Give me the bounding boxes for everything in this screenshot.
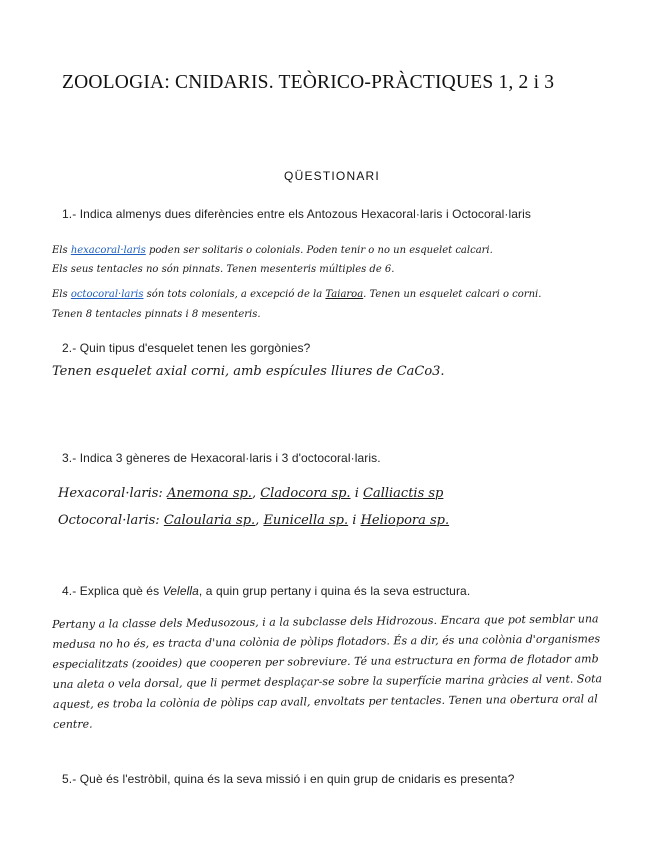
answer-3-octocoralaris: Octocoral·laris: Caloularia sp., Eunicella sp. i Heliopora sp.	[58, 513, 450, 528]
questionnaire-heading: QÜESTIONARI	[284, 169, 380, 183]
question-5: 5.- Què és l'estròbil, quina és la seva missió i en quin grup de cnidaris es presenta?	[62, 772, 515, 786]
answer-1-line-3: Els octocoral·laris són tots colonials, a excepció de la Taiaroa. Tenen un esquelet calcari o corni.	[52, 289, 542, 300]
question-2: 2.- Quin tipus d'esquelet tenen les gorgònies?	[62, 341, 311, 355]
page-title: ZOOLOGIA: CNIDARIS. TEÒRICO-PRÀCTIQUES 1, 2 i 3	[62, 72, 555, 93]
term-hexacoralaris: hexacoral·laris	[70, 245, 146, 256]
question-3: 3.- Indica 3 gèneres de Hexacoral·laris i 3 d'octocoral·laris.	[62, 451, 381, 465]
answer-4: Pertany a la classe dels Medusozous, i a la subclasse dels Hidrozous. Encara que pot semblar una medusa no ho és, es tracta d'una colònia de pòlips flotadors. És a dir, és una colònia d'organismes especialitzats (zooides) que cooperen per sobreviure. Té una estructura en forma de flotador amb una aleta o vela dorsal, que li permet desplaçar-se sobre la superfície marina gràcies al vent. Sota aquest, es troba la colònia de pòlips cap avall, envoltats per tentacles. Tenen una obertura oral al centre.	[52, 612, 603, 731]
genus-taiaroa: Taiaroa	[325, 289, 364, 300]
question-4: 4.- Explica què és Velella, a quin grup pertany i quina és la seva estructura.	[62, 584, 471, 598]
question-1: 1.- Indica almenys dues diferències entre els Antozous Hexacoral·laris i Octocoral·laris	[62, 207, 532, 221]
velella-term: Velella	[162, 584, 199, 598]
answer-2: Tenen esquelet axial corni, amb espícules lliures de CaCo3.	[52, 364, 445, 379]
answer-1-line-4: Tenen 8 tentacles pinnats i 8 mesenteris.	[52, 309, 261, 320]
answer-1-line-2: Els seus tentacles no són pinnats. Tenen mesenteris múltiples de 6.	[52, 264, 395, 275]
answer-1-line-1: Els hexacoral·laris poden ser solitaris o colonials. Poden tenir o no un esquelet calcari.	[52, 245, 493, 256]
term-octocoralaris: octocoral·laris	[70, 289, 144, 300]
answer-3-hexacoralaris: Hexacoral·laris: Anemona sp., Cladocora sp. i Calliactis sp	[58, 486, 444, 501]
